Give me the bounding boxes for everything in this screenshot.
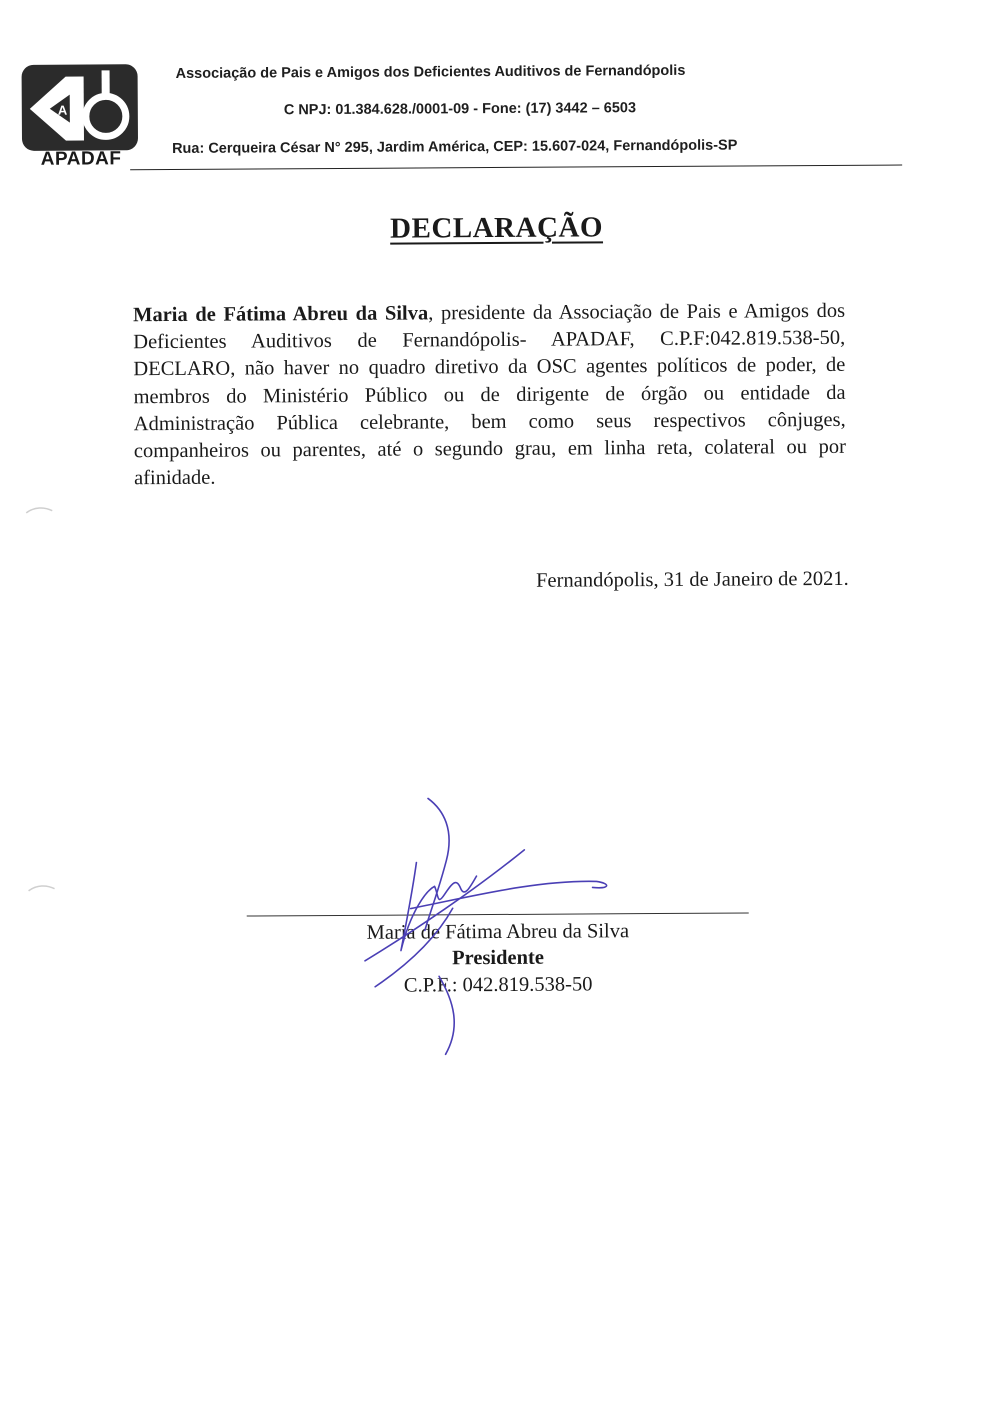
ear-emblem-icon: [22, 64, 139, 151]
logo-emblem: [22, 64, 139, 151]
scan-artifact-mark: [24, 505, 54, 515]
org-name: Associação de Pais e Amigos dos Deficientes Auditivos de Fernandópolis: [175, 62, 686, 82]
declarant-name: Maria de Fátima Abreu da Silva: [132, 302, 429, 327]
signatory-cpf: C.P.F.: 042.819.538-50: [403, 973, 593, 997]
cnpj-phone: C NPJ: 01.384.628./0001-09 - Fone: (17) 3442 – 6503: [283, 100, 637, 119]
apadaf-logo: [22, 64, 141, 171]
scan-artifact-mark: [27, 883, 57, 893]
declaration-text: , presidente da Associação de Pais e Amigos dos Deficientes Auditivos de Fernandópolis- APADAF, C.P.F:042.819.538-50, DECLARO, não haver no quadro diretivo da OSC agentes políticos de poder, de membros do Ministério Público ou de dirigente de órgão ou entidade da Administração Pública celebrante, bem como seus respectivos cônjuges, companheiros ou parentes, até o segundo grau, em linha reta, colateral ou por afinidade.: [133, 299, 846, 490]
org-address: Rua: Cerqueira César N° 295, Jardim América, CEP: 15.607-024, Fernandópolis-SP: [171, 137, 738, 157]
letterhead-divider: [130, 165, 902, 171]
document-title: DECLARAÇÃO: [390, 211, 604, 245]
signatory-name: Maria de Fátima Abreu da Silva: [366, 920, 630, 944]
signatory-role: Presidente: [451, 946, 544, 970]
handwritten-signature: [334, 789, 636, 1061]
declaration-body: [133, 298, 846, 493]
svg-text:A: A: [57, 102, 68, 118]
place-date: Fernandópolis, 31 de Janeiro de 2021.: [536, 567, 849, 592]
logo-wordmark: APADAF: [40, 148, 122, 170]
